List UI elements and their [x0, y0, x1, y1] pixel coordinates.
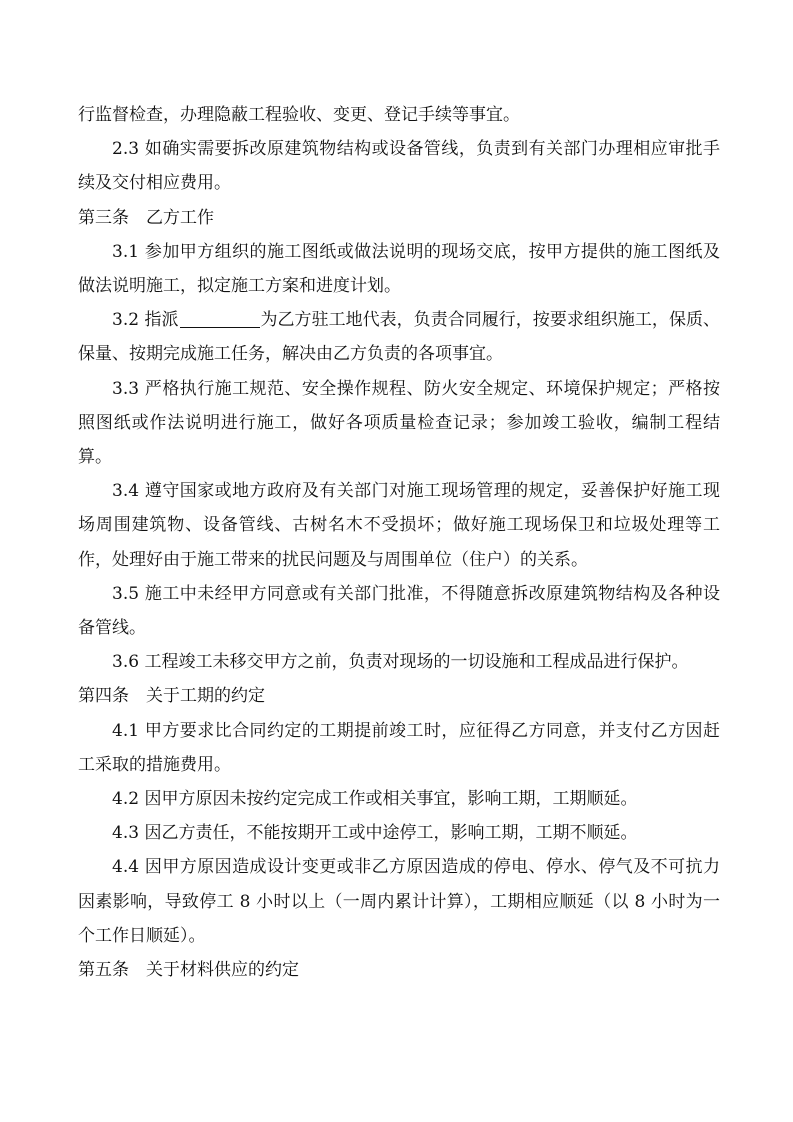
contract-body: [78, 98, 720, 987]
article-5-heading: 第五条 关于材料供应的约定: [78, 960, 299, 981]
clause-3-2: [78, 303, 720, 371]
representative-blank-field: [180, 307, 260, 328]
clause-2-3: 2.3 如确实需要拆改原建筑物结构或设备管线，负责到有关部门办理相应审批手续及交付相应费用。: [78, 139, 720, 194]
continuation-paragraph: 行监督检查，办理隐蔽工程验收、变更、登记手续等事宜。: [78, 105, 520, 125]
article-3-heading: 第三条 乙方工作: [78, 207, 214, 228]
clause-4-4: 4.4 因甲方原因造成设计变更或非乙方原因造成的停电、停水、停气及不可抗力因素影响，导致停工 8 小时以上（一周内累计计算），工期相应顺延（以 8 小时为一个工作日顺延）。: [78, 857, 720, 946]
clause-3-3: 3.3 严格执行施工规范、安全操作规程、防火安全规定、环境保护规定；严格按照图纸或作法说明进行施工，做好各项质量检查记录；参加竣工验收，编制工程结算。: [78, 378, 720, 468]
clause-4-2: 4.2 因甲方原因未按约定完成工作或相关事宜，影响工期，工期顺延。: [112, 789, 638, 810]
clause-3-2-prefix: 3.2 指派: [112, 310, 179, 331]
clause-3-4: 3.4 遵守国家或地方政府及有关部门对施工现场管理的规定，妥善保护好施工现场周围建筑物、设备管线、古树名木不受损坏；做好施工现场保卫和垃圾处理等工作，处理好由于施工带来的扰民问题及与周围单位（住户）的关系。: [78, 481, 720, 570]
article-4-heading: 第四条 关于工期的约定: [78, 686, 265, 707]
clause-3-6: 3.6 工程竣工未移交甲方之前，负责对现场的一切设施和工程成品进行保护。: [112, 652, 689, 673]
clause-4-1: 4.1 甲方要求比合同约定的工期提前竣工时，应征得乙方同意，并支付乙方因赶工采取的措施费用。: [78, 720, 720, 775]
clause-3-2-suffix: 为乙方驻工地代表，负责合同履行，按要求组织施工，保质、保量、按期完成施工任务，解决由乙方负责的各项事宜。: [78, 310, 720, 365]
clause-3-5: 3.5 施工中未经甲方同意或有关部门批准，不得随意拆改原建筑物结构及各种设备管线。: [78, 583, 720, 639]
clause-3-1: 3.1 参加甲方组织的施工图纸或做法说明的现场交底，按甲方提供的施工图纸及做法说明施工，拟定施工方案和进度计划。: [78, 241, 720, 297]
clause-4-3: 4.3 因乙方责任，不能按期开工或中途停工，影响工期，工期不顺延。: [112, 823, 638, 844]
